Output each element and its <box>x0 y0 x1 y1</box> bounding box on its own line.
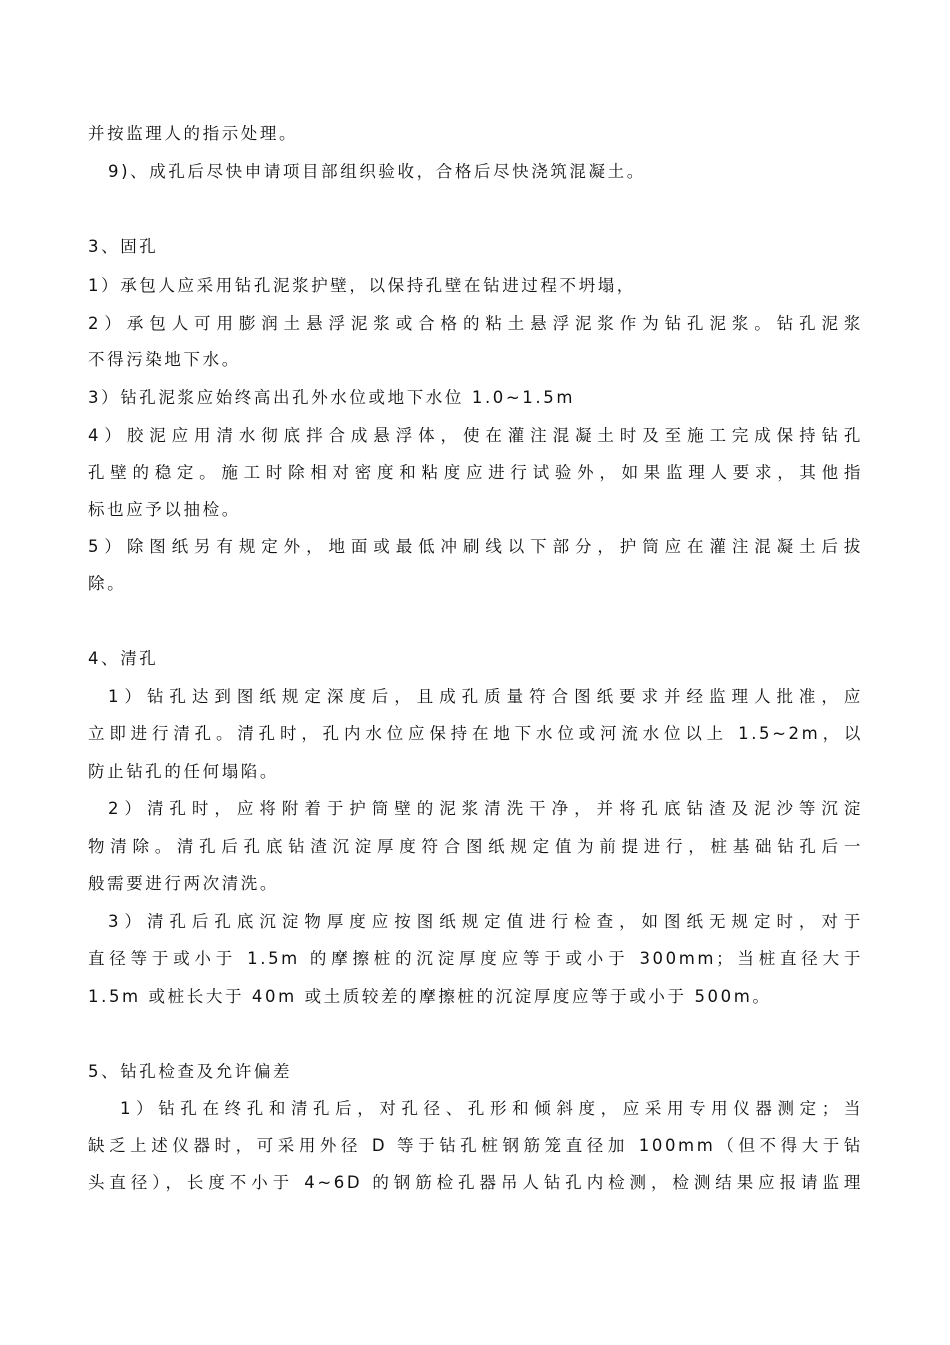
paragraph-line: 2）清孔时，应将附着于护筒壁的泥浆清洗干净，并将孔底钻渣及泥沙等沉淀 <box>108 799 863 818</box>
paragraph-line: 4）胶泥应用清水彻底拌合成悬浮体，使在灌注混凝土时及至施工完成保持钻孔 <box>88 426 863 445</box>
paragraph-line: 2）承包人可用膨润土悬浮泥浆或合格的粘土悬浮泥浆作为钻孔泥浆。钻孔泥浆 <box>88 314 863 333</box>
paragraph-line: 防止钻孔的任何塌陷。 <box>88 762 279 781</box>
paragraph-line: 立即进行清孔。清孔时，孔内水位应保持在地下水位或河流水位以上 1.5~2m，以 <box>88 724 863 743</box>
paragraph-line: 头直径），长度不小于 4~6D 的钢筋检孔器吊人钻孔内检测，检测结果应报请监理 <box>88 1173 863 1192</box>
paragraph-line: 1）钻孔达到图纸规定深度后，且成孔质量符合图纸要求并经监理人批准，应 <box>108 687 863 706</box>
section-heading: 5、钻孔检查及允许偏差 <box>88 1062 293 1081</box>
paragraph-line: 物清除。清孔后孔底钻渣沉淀厚度符合图纸规定值为前提进行，桩基础钻孔后一 <box>88 837 863 856</box>
paragraph-line: 9)、成孔后尽快申请项目部组织验收，合格后尽快浇筑混凝土。 <box>108 162 646 181</box>
paragraph-line: 3）清孔后孔底沉淀物厚度应按图纸规定值进行检查，如图纸无规定时，对于 <box>108 912 863 931</box>
section-heading: 3、固孔 <box>88 237 159 256</box>
paragraph-line: 不得污染地下水。 <box>88 350 241 369</box>
paragraph-line: 除。 <box>88 574 127 593</box>
paragraph-line: 1.5m 或桩长大于 40m 或土质较差的摩擦桩的沉淀厚度应等于或小于 500m。 <box>88 987 772 1006</box>
section-heading: 4、清孔 <box>88 649 159 668</box>
paragraph-line: 3）钻孔泥浆应始终高出孔外水位或地下水位 1.0~1.5m <box>88 388 576 407</box>
paragraph-line: 直径等于或小于 1.5m 的摩擦桩的沉淀厚度应等于或小于 300mm；当桩直径大于 <box>88 949 863 968</box>
paragraph-line: 孔壁的稳定。施工时除相对密度和粘度应进行试验外，如果监理人要求，其他指 <box>88 463 863 482</box>
paragraph-line: 5）除图纸另有规定外，地面或最低冲刷线以下部分，护筒应在灌注混凝土后拔 <box>88 537 863 556</box>
paragraph-line: 标也应予以抽检。 <box>88 500 241 519</box>
paragraph-line: 1）钻孔在终孔和清孔后，对孔径、孔形和倾斜度，应采用专用仪器测定；当 <box>120 1099 863 1118</box>
paragraph-line: 1）承包人应采用钻孔泥浆护壁，以保持孔壁在钻进过程不坍塌， <box>88 276 636 295</box>
paragraph-line: 般需要进行两次清洗。 <box>88 874 279 893</box>
paragraph-line: 并按监理人的指示处理。 <box>88 124 299 143</box>
paragraph-line: 缺乏上述仪器时，可采用外径 D 等于钻孔桩钢筋笼直径加 100mm（但不得大于钻 <box>88 1136 863 1155</box>
